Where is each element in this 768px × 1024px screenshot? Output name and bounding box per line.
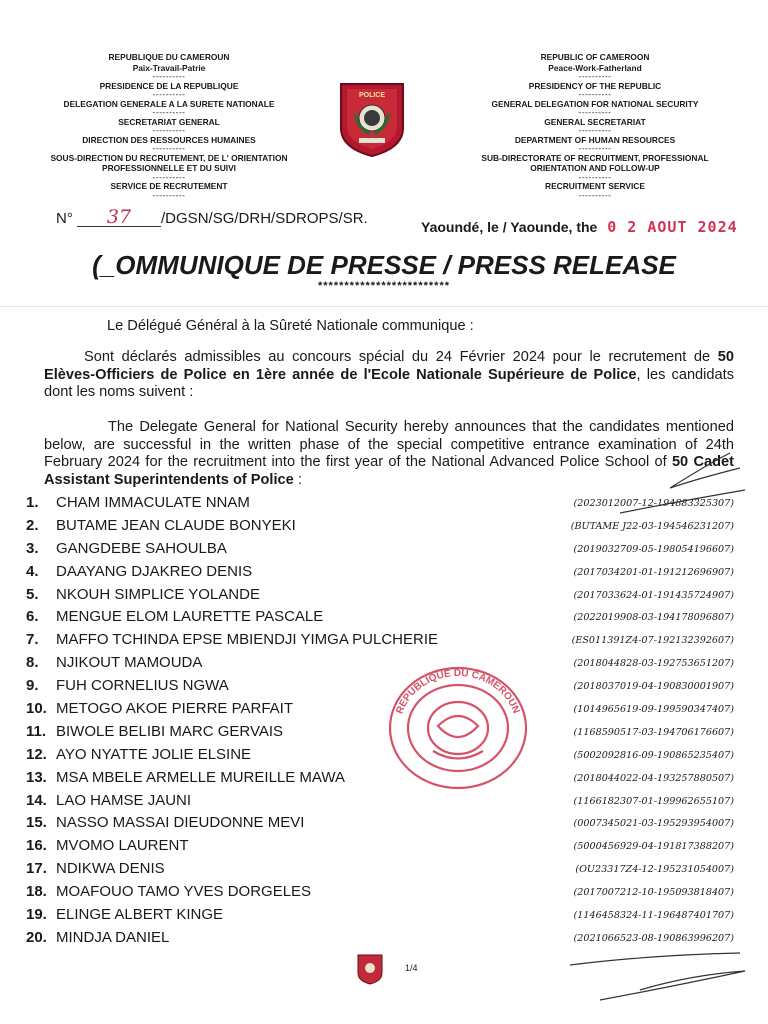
list-item [0,814,768,837]
header-fr-line: SECRETARIAT GENERAL [118,116,220,127]
header-fr-line: PROFESSIONNELLE ET DU SUIVI [101,163,237,174]
candidate-id: (ES011391Z4-07-192132392607) [571,635,734,647]
candidate-name: NKOUH SIMPLICE YOLANDE [56,585,260,603]
header-en-line: GENERAL SECRETARIAT [544,116,646,127]
candidate-id: (5002092816-09-190865235407) [573,749,734,761]
ref-suffix: /DGSN/SG/DRH/SDROPS/SR. [161,210,368,227]
candidate-id: (5000456929-04-191817388207) [573,841,734,853]
candidate-name: NJIKOUT MAMOUDA [56,654,203,672]
candidate-number: 3. [26,539,39,557]
candidate-id: (2018044828-03-192753651207) [573,658,734,670]
candidate-id: (1014965619-09-199590347407) [573,704,734,716]
document-title: (_OMMUNIQUE DE PRESSE / PRESS RELEASE [92,250,676,280]
header-fr-line: DIRECTION DES RESSOURCES HUMAINES [82,134,256,145]
candidate-number: 8. [26,654,39,672]
header-en-line: ORIENTATION AND FOLLOW-UP [530,163,660,174]
candidate-id: (1146458324-11-196487401707) [573,910,734,922]
footer-emblem-icon [356,953,384,985]
candidate-id: (0007345021-03-195293954007) [573,818,734,830]
header-english: REPUBLIC OF CAMEROON Peace-Work-Fatherland ---------- PRESIDENCY OF THE REPUBLIC ---------- GENERAL DELEGATION FOR NATIONAL SECURITY ---------- GENERAL SECRETARIAT ---------- DEPARTMENT OF HUMAN RESOURCES ---------- SUB-DIRECTORATE OF RECRUITMENT, PROFESSIONAL ORIENTATION AND FOLLOW-UP ---------- RECRUITMENT SERVICE ---------- [445,52,745,199]
candidate-name: BUTAME JEAN CLAUDE BONYEKI [56,516,296,534]
candidate-name: ELINGE ALBERT KINGE [56,906,224,924]
candidate-number: 14. [26,791,47,809]
french-paragraph [44,349,734,402]
candidate-number: 12. [26,745,47,763]
header-french: REPUBLIQUE DU CAMEROUN Paix-Travail-Patrie ---------- PRESIDENCE DE LA REPUBLIQUE ---------- DELEGATION GENERALE A LA SURETE NATIONALE ---------- SECRETARIAT GENERAL ---------- DIRECTION DES RESSOURCES HUMAINES ---------- SOUS-DIRECTION DU RECRUTEMENT, DE L' ORIENTATION PROFESSIONNELLE ET DU SUIVI ---------- SERVICE DE RECRUTEMENT ---------- [24,52,314,199]
candidate-id: (1168590517-03-194706176607) [573,726,734,738]
candidate-name: NDIKWA DENIS [56,860,165,878]
list-item [0,631,768,654]
emblem-text: POLICE [358,92,386,99]
candidate-name: MSA MBELE ARMELLE MUREILLE MAWA [56,768,345,786]
list-item [0,563,768,586]
candidate-number: 10. [26,700,47,718]
list-item [0,517,768,540]
list-item [0,586,768,609]
candidate-name: GANGDEBE SAHOULBA [56,539,227,557]
candidate-name: AYO NYATTE JOLIE ELSINE [56,745,252,763]
candidate-id: (2019032709-05-198054196607) [573,543,734,555]
candidate-number: 1. [26,494,39,511]
candidate-number: 7. [26,631,39,649]
header-en-line: SUB-DIRECTORATE OF RECRUITMENT, PROFESSIONAL [481,152,709,163]
official-seal [378,656,538,796]
header-fr-line: DELEGATION GENERALE A LA SURETE NATIONALE [63,98,275,109]
candidate-id: (2017034201-01-191212696907) [573,566,734,578]
candidate-number: 2. [26,516,39,534]
date-line [421,218,738,236]
header-en-line: PRESIDENCY OF THE REPUBLIC [528,80,662,91]
list-item [0,860,768,883]
english-text-bold: 50 Cadet Assistant Superintendents of Police [44,454,734,488]
candidate-number: 9. [26,677,39,695]
candidate-id: (2017007212-10-195093818407) [573,887,734,899]
candidate-number: 11. [26,722,47,740]
french-text-end: , les candidats dont les noms suivent : [44,366,735,400]
candidate-name: LAO HAMSE JAUNI [56,791,192,809]
english-text-end: : [293,471,302,488]
list-item [0,929,768,952]
candidate-id: (2017033624-01-191435724907) [573,589,734,601]
reference-number [56,208,368,227]
candidate-id: (2023012007-12-194883325307) [573,498,734,509]
header-en-line: REPUBLIC OF CAMEROON [540,52,650,62]
header-en-line: RECRUITMENT SERVICE [545,181,645,192]
date-label: Yaoundé, le / Yaounde, the [421,219,598,235]
candidate-id: (2018037019-04-190830001907) [573,681,734,693]
french-text-bold: 50 Elèves-Officiers de Police en 1ère année de l'Ecole Nationale Supérieure de Police [44,349,734,383]
header-fr-line: REPUBLIQUE DU CAMEROUN [108,52,230,62]
list-item [0,540,768,563]
candidate-number: 16. [26,837,47,855]
candidate-number: 19. [26,906,47,924]
candidate-name: FUH CORNELIUS NGWA [56,677,229,695]
header-en-line: Peace-Work-Fatherland [548,62,642,73]
candidate-name: MINDJA DANIEL [56,928,170,946]
list-item [0,494,768,517]
candidate-number: 17. [26,860,47,878]
candidate-name: MVOMO LAURENT [56,837,189,855]
header-en-line: GENERAL DELEGATION FOR NATIONAL SECURITY [491,98,699,109]
candidate-number: 13. [26,768,47,786]
candidate-number: 6. [26,608,39,626]
candidate-name: NASSO MASSAI DIEUDONNE MEVI [56,814,305,832]
candidate-id: (2022019908-03-194178096807) [573,612,734,624]
police-emblem [337,78,407,158]
list-item [0,906,768,929]
header-fr-line: PRESIDENCE DE LA REPUBLIQUE [99,80,239,91]
english-paragraph [44,419,734,489]
candidate-name: MENGUE ELOM LAURETTE PASCALE [56,608,324,626]
page-number: 1/4 [405,963,418,973]
english-text: The Delegate General for National Security hereby announces that the candidates mentioned below, are successful in the written phase of the special competitive entrance examination of 24th February 2024 for the recruitment into the first year of the National Advanced Police School of [44,419,734,470]
candidate-name: MOAFOUO TAMO YVES DORGELES [56,883,312,901]
candidate-number: 15. [26,814,47,832]
candidate-id: (BUTAME J22-03-194546231207) [570,520,734,532]
list-item [0,837,768,860]
candidate-number: 20. [26,928,47,946]
candidate-number: 5. [26,585,39,603]
title-separator: ************************* [317,280,451,292]
ref-number-handwritten: 37 [77,208,161,227]
date-stamp: 0 2 AOUT 2024 [607,218,738,236]
french-text: Sont déclarés admissibles au concours spécial du 24 Février 2024 pour le recrutement de [84,349,718,365]
header-fr-line: SERVICE DE RECRUTEMENT [110,181,228,192]
seal-text-path: REPUBLIQUE DU CAMEROUN [394,667,522,716]
candidate-id: (OU23317Z4-12-195231054007) [575,864,734,876]
ref-prefix: N° [56,210,73,227]
candidate-name: BIWOLE BELIBI MARC GERVAIS [56,722,284,740]
candidate-id: (2021066523-08-190863996207) [573,932,734,944]
candidate-name: CHAM IMMACULATE NNAM [56,494,250,511]
candidate-name: METOGO AKOE PIERRE PARFAIT [56,700,293,718]
candidate-id: (2018044022-04-193257880507) [573,772,734,784]
candidate-id: (1166182307-01-199962655107) [573,795,734,807]
list-item [0,883,768,906]
header-en-line: DEPARTMENT OF HUMAN RESOURCES [514,134,676,145]
intro-paragraph: Le Délégué Général à la Sûreté Nationale communique : [107,318,474,334]
candidate-number: 4. [26,562,39,580]
candidate-name: MAFFO TCHINDA EPSE MBIENDJI YIMGA PULCHERIE [56,631,439,649]
header-fr-line: SOUS-DIRECTION DU RECRUTEMENT, DE L' ORIENTATION [50,152,288,163]
candidate-number: 18. [26,883,47,901]
divider [0,306,768,307]
list-item [0,608,768,631]
header-fr-line: Paix-Travail-Patrie [132,62,206,73]
candidate-name: DAAYANG DJAKREO DENIS [56,562,253,580]
